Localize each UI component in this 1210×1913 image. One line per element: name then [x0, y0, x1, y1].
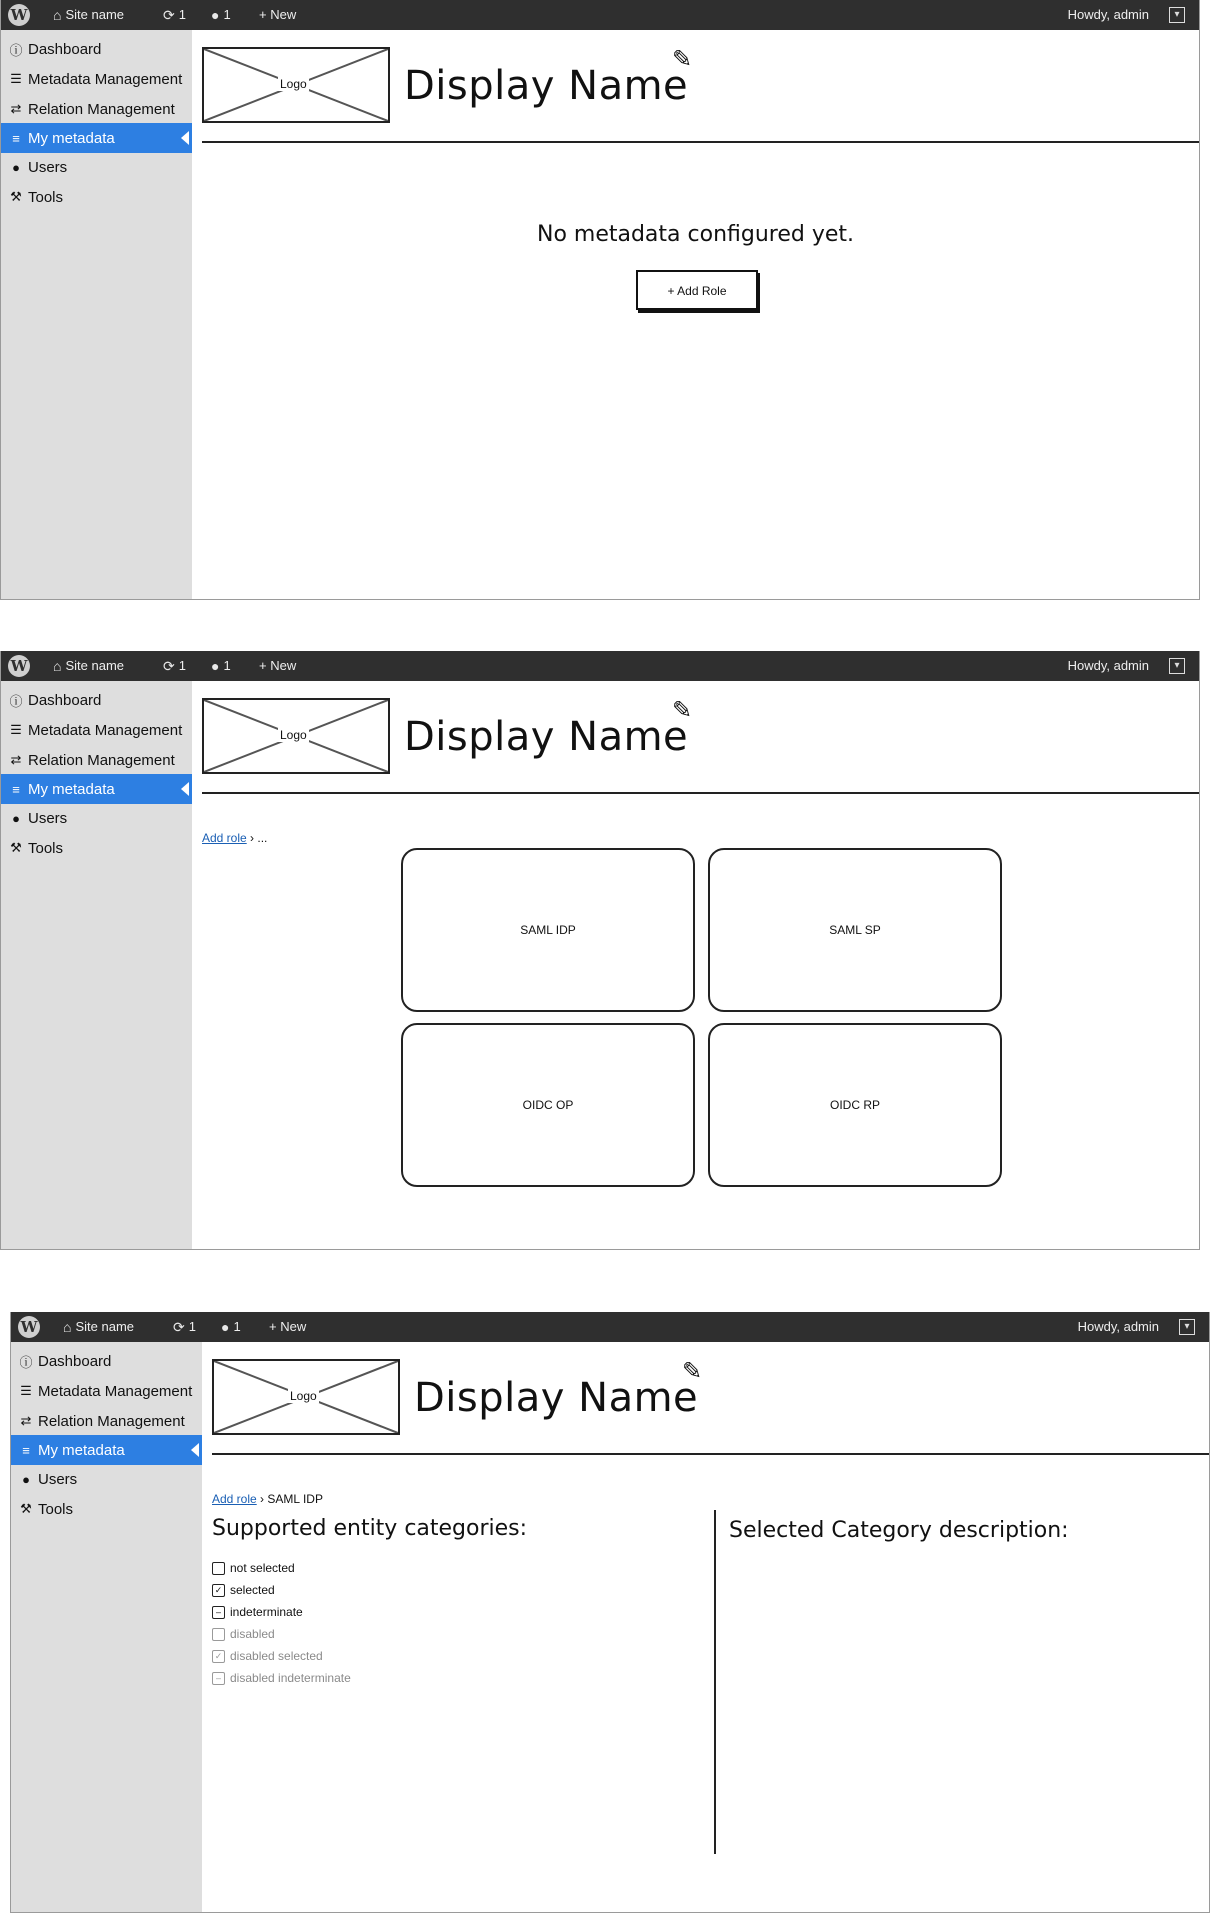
wordpress-logo-button[interactable] [8, 0, 30, 30]
admin-bar [1, 0, 1199, 30]
account-button[interactable] [1169, 0, 1185, 30]
checkbox-not-selected[interactable]: not selected [212, 1559, 295, 1577]
sidebar-item-my-metadata[interactable]: ≡ My metadata [11, 1435, 202, 1465]
breadcrumb-current: SAML IDP [267, 1492, 323, 1506]
role-card-saml-sp[interactable]: SAML SP [708, 848, 1002, 1012]
sidebar-item-my-metadata[interactable]: ≡ My metadata [1, 123, 192, 153]
sidebar-menu [11, 1342, 202, 1912]
edit-pencil-icon[interactable]: ✎ [672, 696, 693, 724]
comments-link[interactable]: ● 1 [211, 651, 231, 681]
avatar-icon: ▾ [1169, 658, 1185, 674]
breadcrumb [202, 831, 267, 845]
database-icon: ☰ [10, 722, 22, 737]
database-icon: ☰ [10, 71, 22, 86]
checkbox-unchecked-icon [212, 1628, 225, 1641]
categories-heading: Supported entity categories: [212, 1516, 528, 1541]
relation-icon: ⇄ [20, 1413, 32, 1428]
info-icon: ⓘ [19, 1354, 33, 1370]
header-divider [202, 141, 1199, 143]
sidebar-item-metadata-management[interactable]: ☰ Metadata Management [1, 715, 192, 745]
updates-link[interactable]: ⟳ 1 [163, 651, 186, 681]
wordpress-logo-button[interactable] [18, 1312, 40, 1342]
comment-icon: ● [221, 1319, 230, 1335]
avatar-icon: ▾ [1169, 7, 1185, 23]
wrench-icon: ⚒ [10, 840, 22, 855]
sidebar-menu [1, 681, 192, 1249]
breadcrumb-add-role-link[interactable]: Add role [202, 831, 247, 845]
info-icon: ⓘ [9, 42, 23, 58]
display-name-title: Display Name [404, 714, 689, 760]
home-icon: ⌂ [63, 1319, 72, 1335]
home-icon: ⌂ [53, 7, 62, 23]
screen-choose-role [0, 651, 1200, 1250]
sidebar-menu [1, 30, 192, 599]
admin-bar [1, 651, 1199, 681]
logo-placeholder [202, 698, 390, 774]
sidebar-item-dashboard[interactable]: ⓘ Dashboard [9, 691, 102, 709]
database-icon: ☰ [20, 1383, 32, 1398]
sidebar-item-dashboard[interactable]: ⓘ Dashboard [9, 40, 102, 58]
wordpress-icon: W [18, 1316, 40, 1338]
logo-label: Logo [290, 1389, 317, 1403]
empty-state-message: No metadata configured yet. [536, 222, 855, 247]
sidebar-item-relation-management[interactable]: ⇄ Relation Management [1, 745, 192, 775]
refresh-icon: ⟳ [173, 1319, 185, 1335]
updates-link[interactable]: ⟳ 1 [163, 0, 186, 30]
breadcrumb [212, 1492, 323, 1506]
site-name-link[interactable]: ⌂ Site name [63, 1312, 134, 1342]
checkbox-disabled-selected: ✓ disabled selected [212, 1647, 323, 1665]
account-button[interactable] [1169, 651, 1185, 681]
logo-label: Logo [280, 77, 307, 91]
wrench-icon: ⚒ [10, 189, 22, 204]
edit-pencil-icon[interactable]: ✎ [682, 1357, 703, 1385]
comments-link[interactable]: ● 1 [211, 0, 231, 30]
checkbox-indeterminate[interactable]: – indeterminate [212, 1603, 303, 1621]
comment-icon: ● [211, 7, 220, 23]
site-name-link[interactable]: ⌂ Site name [53, 651, 124, 681]
breadcrumb-current: ... [257, 831, 268, 845]
new-content-link[interactable]: + New [259, 658, 297, 673]
logo-label: Logo [280, 728, 307, 742]
role-card-oidc-op[interactable]: OIDC OP [401, 1023, 695, 1187]
edit-pencil-icon[interactable]: ✎ [672, 45, 693, 73]
sidebar-item-tools[interactable]: ⚒ Tools [1, 182, 192, 212]
sidebar-item-relation-management[interactable]: ⇄ Relation Management [11, 1406, 202, 1436]
logo-placeholder [212, 1359, 400, 1435]
sliders-icon: ≡ [12, 781, 20, 797]
sidebar-item-metadata-management[interactable]: ☰ Metadata Management [1, 64, 192, 94]
header-divider [212, 1453, 1209, 1455]
checkbox-disabled-indeterminate: – disabled indeterminate [212, 1669, 351, 1687]
screen-empty-state [0, 0, 1200, 600]
new-content-link[interactable]: + New [269, 1319, 307, 1334]
checkbox-indeterminate-icon[interactable]: – [212, 1606, 225, 1619]
sidebar-item-users[interactable]: ● Users [1, 152, 192, 182]
admin-bar [11, 1312, 1209, 1342]
logo-placeholder [202, 47, 390, 123]
sidebar-item-tools[interactable]: ⚒ Tools [11, 1494, 202, 1524]
checkbox-disabled: disabled [212, 1625, 275, 1643]
sidebar-item-tools[interactable]: ⚒ Tools [1, 833, 192, 863]
wordpress-icon: W [8, 655, 30, 677]
user-icon: ● [12, 159, 20, 175]
role-card-saml-idp[interactable]: SAML IDP [401, 848, 695, 1012]
sidebar-item-relation-management[interactable]: ⇄ Relation Management [1, 94, 192, 124]
user-icon: ● [22, 1471, 30, 1487]
info-icon: ⓘ [9, 693, 23, 709]
refresh-icon: ⟳ [163, 7, 175, 23]
role-card-oidc-rp[interactable]: OIDC RP [708, 1023, 1002, 1187]
checkbox-indeterminate-icon: – [212, 1672, 225, 1685]
howdy-link[interactable]: Howdy, admin [1067, 658, 1149, 673]
wrench-icon: ⚒ [20, 1501, 32, 1516]
new-content-link[interactable]: + New [259, 7, 297, 22]
relation-icon: ⇄ [10, 101, 22, 116]
howdy-link[interactable]: Howdy, admin [1077, 1319, 1159, 1334]
add-role-button[interactable]: + Add Role [636, 270, 758, 310]
chevron-right-icon: › [250, 831, 258, 845]
account-button[interactable] [1179, 1312, 1195, 1342]
avatar-icon: ▾ [1179, 1319, 1195, 1335]
display-name-title: Display Name [414, 1375, 699, 1421]
howdy-link[interactable]: Howdy, admin [1067, 7, 1149, 22]
user-icon: ● [12, 810, 20, 826]
wordpress-icon: W [8, 4, 30, 26]
header-divider [202, 792, 1199, 794]
sidebar-item-dashboard[interactable]: ⓘ Dashboard [19, 1352, 112, 1370]
wordpress-logo-button[interactable] [8, 651, 30, 681]
sidebar-item-metadata-management[interactable]: ☰ Metadata Management [11, 1376, 202, 1406]
comments-link[interactable]: ● 1 [221, 1312, 241, 1342]
relation-icon: ⇄ [10, 752, 22, 767]
breadcrumb-add-role-link[interactable]: Add role [212, 1492, 257, 1506]
main-content [202, 1342, 1209, 1912]
comment-icon: ● [211, 658, 220, 674]
refresh-icon: ⟳ [163, 658, 175, 674]
checkbox-checked-icon[interactable]: ✓ [212, 1584, 225, 1597]
sliders-icon: ≡ [12, 130, 20, 146]
sidebar-item-my-metadata[interactable]: ≡ My metadata [1, 774, 192, 804]
screen-entity-categories [10, 1312, 1210, 1913]
display-name-title: Display Name [404, 63, 689, 109]
checkbox-unchecked-icon[interactable] [212, 1562, 225, 1575]
column-divider [714, 1510, 716, 1854]
description-heading: Selected Category description: [729, 1518, 1069, 1543]
updates-link[interactable]: ⟳ 1 [173, 1312, 196, 1342]
sliders-icon: ≡ [22, 1442, 30, 1458]
checkbox-checked-icon: ✓ [212, 1650, 225, 1663]
chevron-right-icon: › [260, 1492, 268, 1506]
sidebar-item-users[interactable]: ● Users [1, 803, 192, 833]
checkbox-selected[interactable]: ✓ selected [212, 1581, 275, 1599]
main-content [192, 681, 1199, 1249]
main-content [192, 30, 1199, 599]
site-name-link[interactable]: ⌂ Site name [53, 0, 124, 30]
sidebar-item-users[interactable]: ● Users [11, 1464, 202, 1494]
home-icon: ⌂ [53, 658, 62, 674]
